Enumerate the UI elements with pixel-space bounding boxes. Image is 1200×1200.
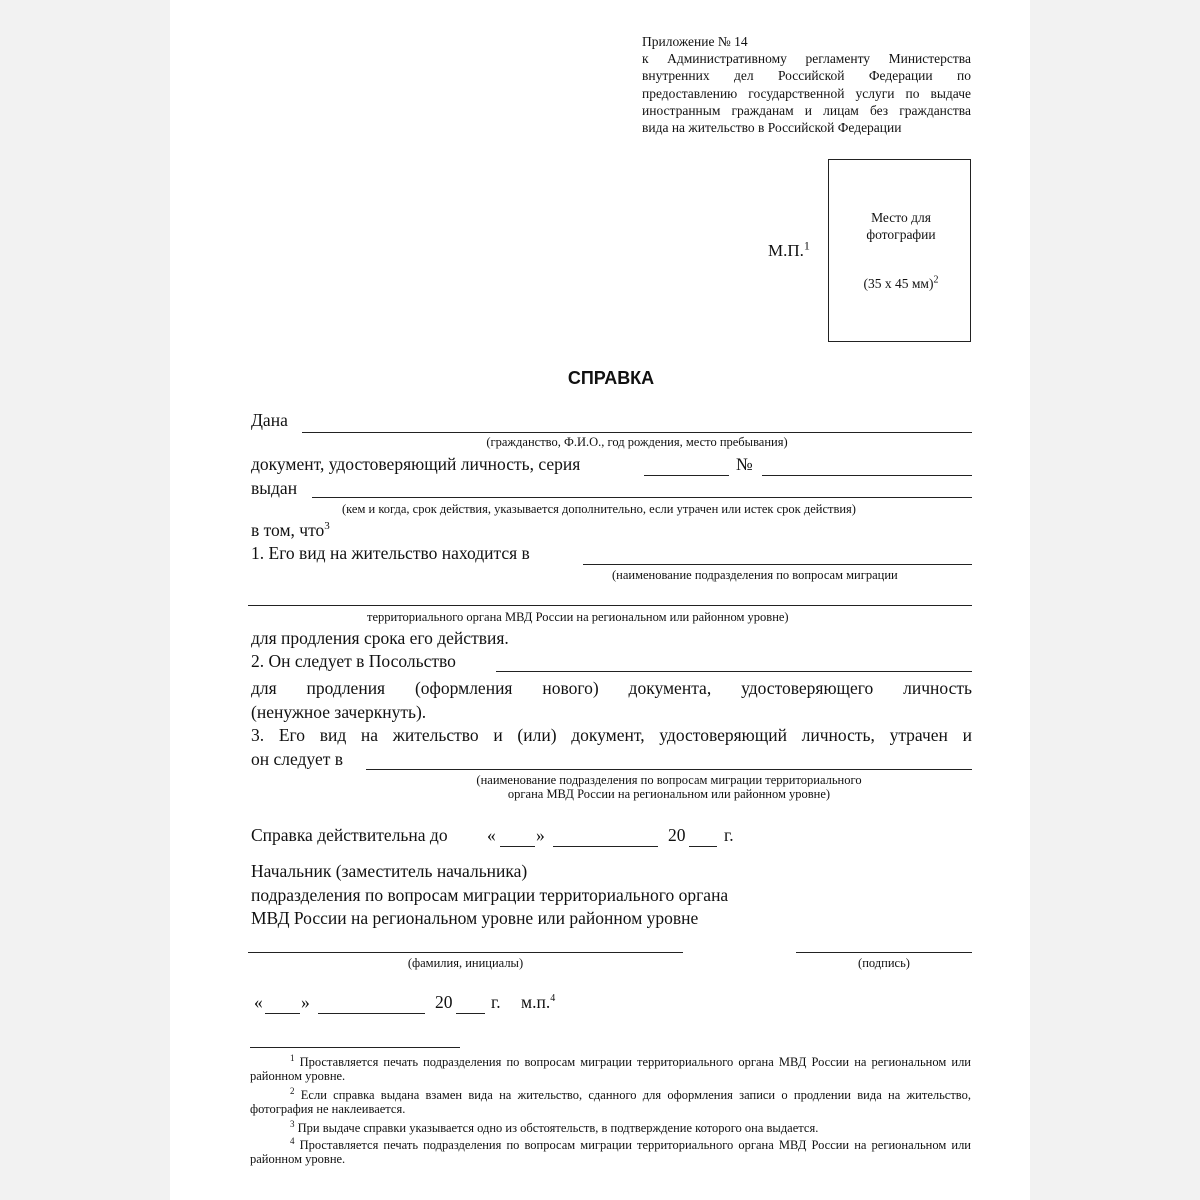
photo-label-line2: фотографии: [866, 227, 936, 242]
item1-field-line-2[interactable]: [248, 605, 972, 606]
footnote-2: [250, 1085, 972, 1116]
signature-field-line[interactable]: [796, 952, 972, 953]
item1-field-line[interactable]: [583, 564, 972, 565]
photo-size-text: (35 х 45 мм): [863, 276, 934, 291]
valid-month-field-line[interactable]: [553, 846, 658, 847]
item1-caption-1: (наименование подразделения по вопросам миграции: [612, 568, 898, 582]
date-day-field-line[interactable]: [265, 1013, 300, 1014]
item2-line1: для продления (оформления нового) документа, удостоверяющего личность: [251, 678, 972, 698]
footnote-separator: [250, 1047, 460, 1048]
date-quote-open: «: [254, 992, 263, 1012]
photo-placeholder-label: [828, 209, 974, 243]
photo-footnote-ref: 2: [933, 274, 939, 286]
date-quote-close: »: [301, 992, 310, 1012]
appendix-line: к Административному регламенту Министерства: [642, 51, 971, 67]
footnote-3: [250, 1118, 971, 1136]
item1-label: 1. Его вид на жительство находится в: [251, 543, 530, 563]
valid-year-suffix: г.: [724, 825, 734, 845]
valid-quote-close: »: [536, 825, 545, 845]
footnote-4-text: Проставляется печать подразделения по вопросам миграции территориального органа МВД России на региональном или районном уровне.: [250, 1138, 971, 1166]
dana-label: Дана: [251, 410, 288, 430]
photo-placeholder-box[interactable]: [828, 159, 971, 342]
footnote-3-number: 3: [290, 1118, 295, 1129]
appendix-line: иностранным гражданам и лицам без гражданства: [642, 102, 971, 118]
chief-line1: Начальник (заместитель начальника): [251, 861, 528, 881]
doc-number-field-line[interactable]: [762, 475, 972, 476]
photo-size: [828, 276, 974, 292]
footnote-1-number: 1: [290, 1052, 295, 1063]
in-that-footnote-ref: 3: [324, 520, 330, 533]
item3-field-line[interactable]: [366, 769, 972, 770]
footnote-2-number: 2: [290, 1085, 295, 1096]
doc-series-label: документ, удостоверяющий личность, серия: [251, 454, 581, 474]
date-month-field-line[interactable]: [318, 1013, 425, 1014]
item3-caption-2: органа МВД России на региональном или районном уровне): [507, 787, 831, 801]
seal-placeholder: [768, 238, 810, 261]
date-year-field-line[interactable]: [456, 1013, 485, 1014]
item2-label: 2. Он следует в Посольство: [251, 651, 456, 671]
bottom-seal-label: м.п.: [521, 992, 551, 1012]
footnote-3-text: При выдаче справки указывается одно из обстоятельств, в подтверждение которого она выдается.: [297, 1121, 819, 1135]
photo-label-line1: Место для: [871, 210, 931, 225]
valid-quote-open: «: [487, 825, 496, 845]
doc-series-field-line[interactable]: [644, 475, 729, 476]
in-that-text: в том, что: [251, 520, 325, 540]
bottom-seal: [521, 992, 555, 1013]
appendix-line: Приложение № 14: [642, 34, 748, 49]
chief-line3: МВД России на региональном уровне или районном уровне: [251, 908, 699, 928]
bottom-seal-footnote-ref: 4: [550, 993, 556, 1005]
issued-caption: (кем и когда, срок действия, указывается дополнительно, если утрачен или истек срок действия): [342, 502, 856, 516]
item3-line2: он следует в: [251, 749, 344, 769]
valid-year-field-line[interactable]: [689, 846, 717, 847]
seal-label: М.П.: [768, 241, 804, 260]
item2-field-line[interactable]: [496, 671, 972, 672]
chief-line2: подразделения по вопросам миграции территориального органа: [251, 885, 729, 905]
document-title: СПРАВКА: [567, 368, 655, 388]
item3-caption: [366, 773, 972, 801]
dana-field-line[interactable]: [302, 432, 972, 433]
issued-label: выдан: [251, 478, 298, 498]
item3-line1: 3. Его вид на жительство и (или) документ, удостоверяющий личность, утрачен и: [251, 725, 972, 745]
item2-line2: (ненужное зачеркнуть).: [251, 702, 427, 722]
issued-field-line[interactable]: [312, 497, 972, 498]
signature-caption: (подпись): [858, 956, 910, 970]
name-caption: (фамилия, инициалы): [407, 956, 524, 970]
valid-year-prefix: 20: [668, 825, 686, 845]
date-year-prefix: 20: [435, 992, 453, 1012]
date-year-suffix: г.: [491, 992, 501, 1012]
item1-ending: для продления срока его действия.: [251, 628, 509, 648]
appendix-line: внутренних дел Российской Федерации по: [642, 68, 971, 84]
name-field-line[interactable]: [248, 952, 683, 953]
valid-day-field-line[interactable]: [500, 846, 535, 847]
seal-footnote-ref: 1: [803, 238, 810, 253]
valid-until-label: Справка действительна до: [251, 825, 448, 845]
item1-caption-2: территориального органа МВД России на региональном или районном уровне): [367, 610, 789, 624]
footnote-4-number: 4: [290, 1135, 295, 1146]
footnote-1: [250, 1052, 971, 1083]
appendix-line: предоставлению государственной услуги по выдаче: [642, 85, 971, 101]
in-that-label: [251, 520, 330, 541]
dana-caption: (гражданство, Ф.И.О., год рождения, место пребывания): [486, 435, 788, 449]
appendix-header: [642, 33, 971, 136]
footnote-1-text: Проставляется печать подразделения по вопросам миграции территориального органа МВД России на региональном или районном уровне.: [250, 1055, 971, 1083]
footnote-2-text: Если справка выдана взамен вида на жительство, сданного для оформления записи о продлении вида на жительство, фотография не наклеивается.: [250, 1088, 972, 1116]
item3-caption-1: (наименование подразделения по вопросам миграции территориального: [476, 773, 862, 787]
footnote-4: [250, 1135, 971, 1166]
doc-number-sign: №: [736, 454, 753, 474]
appendix-line: вида на жительство в Российской Федерации: [642, 120, 902, 136]
